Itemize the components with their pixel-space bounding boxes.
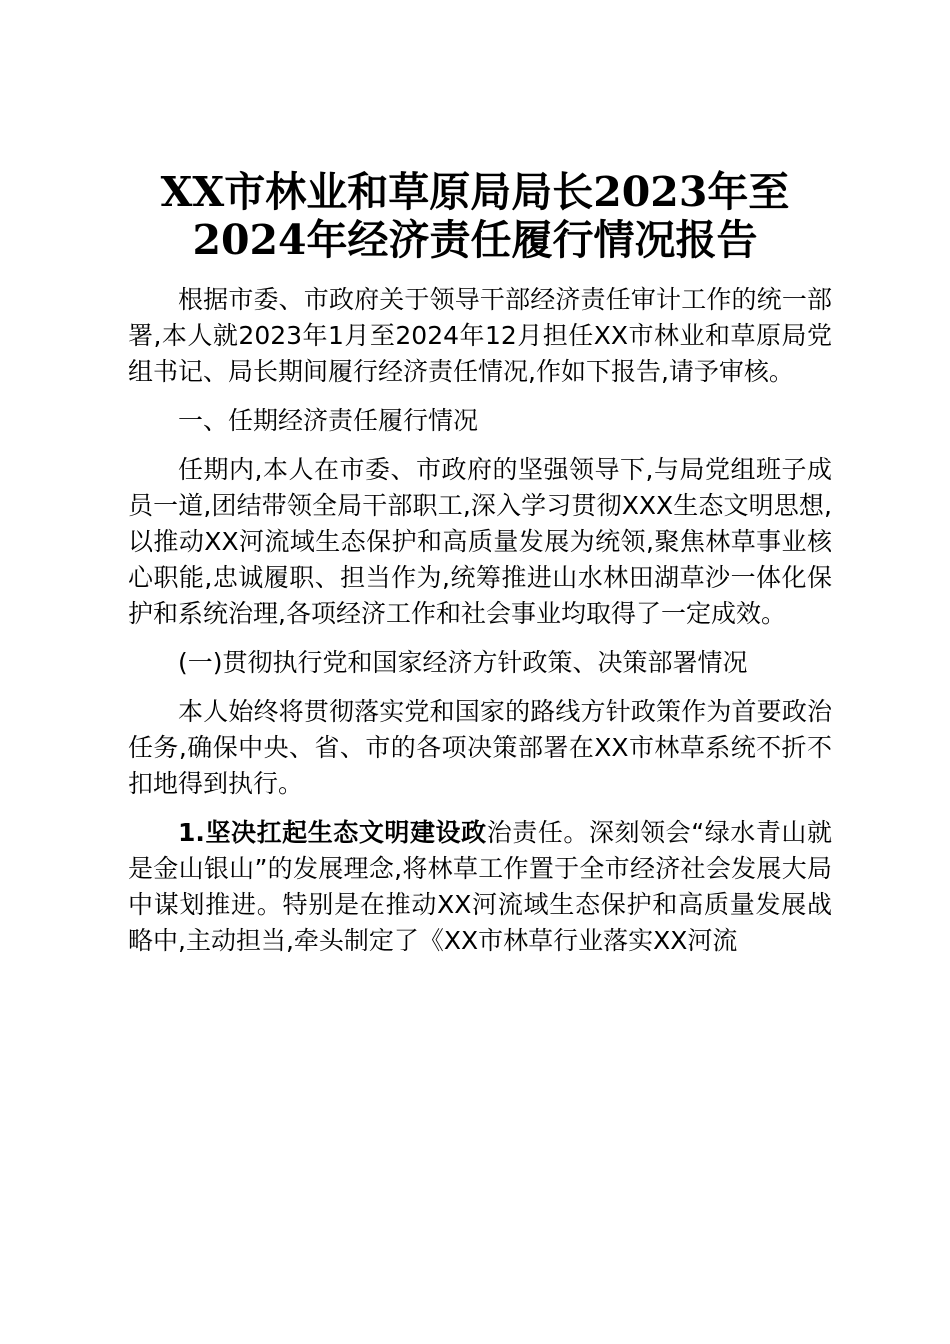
intro-paragraph: 根据市委、市政府关于领导干部经济责任审计工作的统一部署,本人就2023年1月至2024年12月担任XX市林业和草原局党组书记、局长期间履行经济责任情况,作如下报告,请予审核。 — [128, 285, 832, 386]
section-heading: 一、任期经济责任履行情况 — [178, 406, 479, 435]
subsection-paragraph: 本人始终将贯彻落实党和国家的路线方针政策作为首要政治任务,确保中央、省、市的各项决策部署在XX市林草系统不折不扣地得到执行。 — [128, 697, 832, 798]
numbered-item-lead: 1.坚决扛起生态文明建设政 — [178, 818, 487, 847]
section-paragraph: 任期内,本人在市委、市政府的坚强领导下,与局党组班子成员一道,团结带领全局干部职工,深入学习贯彻XXX生态文明思想,以推动XX河流域生态保护和高质量发展为统领,聚焦林草事业核心职能,忠诚履职、担当作为,统筹推进山水林田湖草沙一体化保护和系统治理,各项经济工作和社会事业均取得了一定成效。 — [128, 455, 832, 628]
document-title: XX市林业和草原局局长2023年至2024年经济责任履行情况报告 — [160, 168, 790, 264]
subsection-heading: (一)贯彻执行党和国家经济方针政策、决策部署情况 — [178, 648, 748, 677]
numbered-item-text: 治责任。深刻领会“绿水青山就是金山银山”的发展理念,将林草工作置于全市经济社会发展大局中谋划推进。特别是在推动XX河流域生态保护和高质量发展战略中,主动担当,牵头制定了《XX市林草行业落实XX河流 — [128, 818, 832, 955]
document-body — [128, 282, 832, 972]
numbered-item-paragraph — [128, 815, 832, 959]
